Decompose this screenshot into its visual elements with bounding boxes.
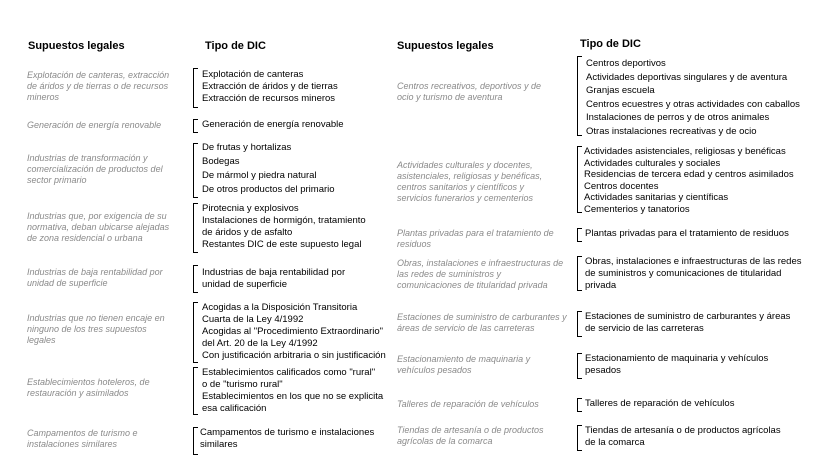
type-item: similares (200, 439, 238, 450)
right-legal-6: Talleres de reparación de vehículos (397, 399, 539, 409)
bracket (577, 353, 582, 379)
bracket (577, 425, 582, 451)
type-item: Cuarta de la Ley 4/1992 (202, 314, 304, 325)
type-item: Acogidas a la Disposición Transitoria (202, 302, 358, 313)
type-item: Extracción de áridos y de tierras (202, 81, 338, 92)
right-legal-5: Estacionamiento de maquinaria y vehículos pesados (397, 354, 531, 375)
type-item: Pirotecnia y explosivos (202, 203, 299, 214)
left-legal-3: Industrias que, por exigencia de su normativa, deban ubicarse alejadas de zona residencial o urbana (27, 211, 170, 243)
type-item: pesados (585, 365, 621, 376)
type-item: Tiendas de artesanía o de productos agrícolas (585, 425, 781, 436)
type-item: Extracción de recursos mineros (202, 93, 336, 104)
type-item: esa calificación (202, 403, 267, 414)
bracket (193, 265, 198, 293)
type-item: Establecimientos calificados como "rural" (202, 367, 376, 378)
type-item: Centros docentes (584, 180, 659, 192)
type-item: de áridos y de asfalto (202, 227, 293, 238)
left-legal-7: Campamentos de turismo e instalaciones similares (27, 428, 138, 449)
right-legal-3: Obras, instalaciones e infraestructuras de las redes de suministros y comunicaciones de titularidad privada (397, 258, 564, 290)
type-item: Otras instalaciones recreativas y de ocio (586, 125, 757, 137)
type-item: del Art. 20 de la Ley 4/1992 (202, 338, 318, 349)
bracket (193, 203, 198, 253)
left-legal-5: Industrias que no tienen encaje en ninguno de los tres supuestos legales (27, 313, 165, 345)
left-legal-6: Establecimientos hoteleros, de restauración y asimilados (27, 377, 150, 398)
type-item: Obras, instalaciones e infraestructuras de las redes (585, 256, 802, 267)
type-item: Bodegas (202, 156, 240, 167)
type-item: Plantas privadas para el tratamiento de residuos (585, 228, 789, 239)
type-item: Acogidas al "Procedimiento Extraordinario" (202, 326, 384, 337)
right-legal-4: Estaciones de suministro de carburantes y áreas de servicio de las carreteras (397, 312, 567, 333)
type-item: Centros deportivos (586, 58, 666, 69)
left-type-group-2 (202, 141, 335, 197)
right-type-group-7 (585, 425, 781, 449)
left-legal-2: Industrias de transformación y comercialización de productos del sector primario (27, 153, 163, 185)
type-item: Actividades asistenciales, religiosas y benéficas (584, 146, 786, 157)
type-item: Actividades deportivas singulares y de aventura (586, 71, 788, 83)
left-type-group-6 (202, 367, 383, 415)
type-item: de servicio de las carreteras (585, 323, 704, 334)
type-item: Restantes DIC de este supuesto legal (202, 239, 362, 250)
bracket (193, 68, 198, 108)
type-item: De otros productos del primario (202, 184, 335, 195)
left-legal-0: Explotación de canteras, extracción de áridos y de tierras o de recursos mineros (27, 70, 170, 102)
type-item: privada (585, 280, 617, 291)
right-legal-2: Plantas privadas para el tratamiento de residuos (397, 228, 554, 249)
bracket (193, 119, 198, 133)
left-type-group-5 (202, 302, 386, 362)
bracket (193, 427, 198, 455)
bracket (577, 311, 582, 337)
left-type-group-1 (202, 119, 344, 131)
type-item: Con justificación arbitraria o sin justificación (202, 350, 386, 361)
type-item: Establecimientos en los que no se explicita (202, 391, 384, 402)
left-type-group-3 (202, 203, 366, 251)
type-item: Actividades sanitarias y científicas (584, 192, 729, 203)
type-item: Instalaciones de perros y de otros animales (586, 112, 770, 123)
type-item: de suministros y comunicaciones de titularidad (585, 268, 782, 279)
right-type-group-1 (584, 146, 794, 215)
bracket (577, 398, 582, 412)
left-type-group-7 (200, 427, 374, 451)
type-item: De mármol y piedra natural (202, 170, 317, 181)
type-item: Explotación de canteras (202, 69, 304, 80)
right-type-group-6 (585, 398, 734, 410)
type-item: unidad de superficie (202, 279, 288, 290)
bracket (577, 146, 582, 213)
right-type-group-3 (585, 256, 802, 292)
left-type-group-0 (202, 69, 338, 105)
type-item: Industrias de baja rentabilidad por (202, 267, 346, 278)
right-type-group-0 (586, 57, 800, 138)
type-item: Granjas escuela (586, 85, 655, 96)
right-legal-0: Centros recreativos, deportivos y de ocio y turismo de aventura (397, 81, 542, 102)
type-item: Instalaciones de hormigón, tratamiento (202, 215, 366, 226)
bracket (193, 302, 198, 363)
type-item: Estaciones de suministro de carburantes y áreas (585, 311, 791, 322)
type-item: Talleres de reparación de vehículos (585, 398, 735, 409)
type-item: De frutas y hortalizas (202, 142, 292, 153)
type-item: o de "turismo rural" (202, 379, 283, 390)
bracket (577, 228, 582, 242)
right-legal-7: Tiendas de artesanía o de productos agrícolas de la comarca (397, 425, 544, 446)
bracket (577, 256, 582, 291)
type-item: Generación de energía renovable (202, 119, 344, 130)
header-left-type: Tipo de DIC (205, 40, 266, 52)
right-type-group-2 (585, 228, 789, 240)
left-legal-4: Industrias de baja rentabilidad por unidad de superficie (27, 267, 163, 288)
bracket (577, 56, 582, 136)
header-left-legal: Supuestos legales (28, 40, 125, 52)
left-legal-1: Generación de energía renovable (27, 120, 162, 130)
type-item: Cementerios y tanatorios (584, 203, 690, 215)
type-item: Campamentos de turismo e instalaciones (200, 427, 375, 438)
bracket (193, 143, 198, 198)
right-legal-1: Actividades culturales y docentes, asistenciales, religiosas y benéficas, centros sanitarios y científicos y servicios funerarios y cementerios (397, 160, 543, 203)
type-item: de la comarca (585, 437, 645, 448)
type-item: Actividades culturales y sociales (584, 157, 721, 169)
type-item: Estacionamiento de maquinaria y vehículos (585, 353, 769, 364)
type-item: Residencias de tercera edad y centros asimilados (584, 169, 794, 180)
header-right-type: Tipo de DIC (580, 38, 641, 50)
type-item: Centros ecuestres y otras actividades con caballos (586, 98, 800, 110)
header-right-legal: Supuestos legales (397, 40, 494, 52)
left-type-group-4 (202, 267, 345, 291)
bracket (193, 367, 198, 415)
right-type-group-5 (585, 353, 768, 377)
right-type-group-4 (585, 311, 790, 335)
